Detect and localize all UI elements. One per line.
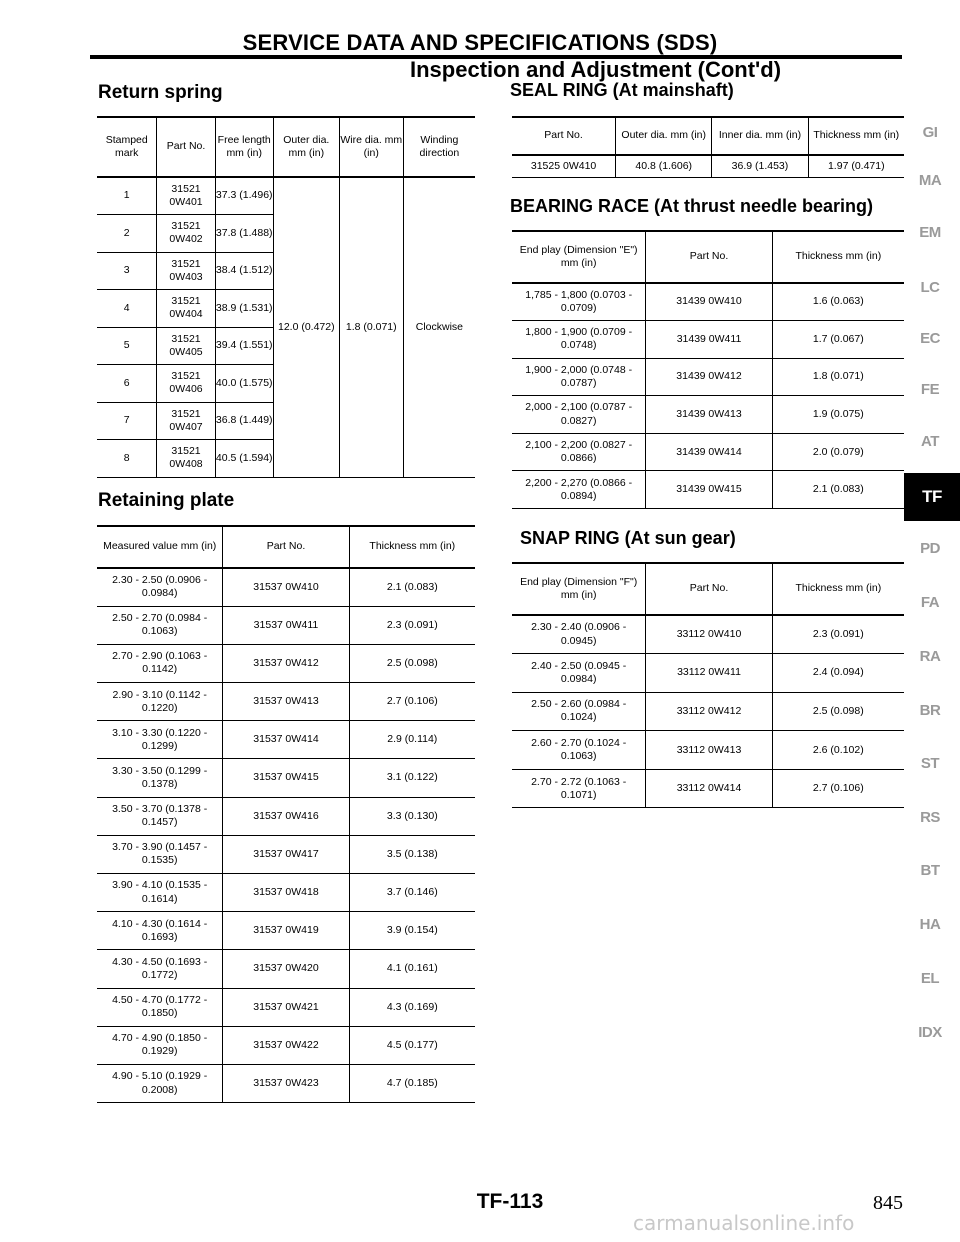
- section-tab-idx[interactable]: IDX: [918, 1024, 942, 1041]
- free-length-cell: 36.8 (1.449): [215, 402, 273, 440]
- part-no-cell: 31439 0W411: [646, 321, 772, 359]
- thickness-cell: 4.3 (0.169): [349, 988, 475, 1026]
- section-tab-br[interactable]: BR: [919, 702, 941, 719]
- free-length-cell: 40.5 (1.594): [215, 440, 273, 478]
- table-row: [97, 606, 475, 644]
- section-tab-ma[interactable]: MA: [918, 172, 942, 189]
- page-title: SERVICE DATA AND SPECIFICATIONS (SDS): [242, 30, 718, 55]
- measured-value-cell: 2.30 - 2.50 (0.0906 - 0.0984): [97, 568, 223, 606]
- measured-value-cell: 3.10 - 3.30 (0.1220 - 0.1299): [97, 721, 223, 759]
- free-length-cell: 39.4 (1.551): [215, 327, 273, 365]
- part-no-cell: 31537 0W411: [223, 606, 349, 644]
- part-no-cell: 31439 0W414: [646, 433, 772, 471]
- part-no-cell: 31521 0W401: [157, 177, 215, 215]
- thickness-cell: 2.5 (0.098): [772, 692, 904, 731]
- measured-value-cell: 3.70 - 3.90 (0.1457 - 0.1535): [97, 835, 223, 873]
- end-play-cell: 1,900 - 2,000 (0.0748 - 0.0787): [512, 358, 646, 396]
- section-tab-rs[interactable]: RS: [920, 809, 940, 826]
- page-number: 845: [873, 1192, 903, 1214]
- section-tab-ec[interactable]: EC: [920, 330, 940, 347]
- part-no-cell: 31521 0W402: [157, 215, 215, 253]
- free-length-cell: 37.8 (1.488): [215, 215, 273, 253]
- section-tab-at[interactable]: AT: [921, 433, 939, 450]
- section-tab-bt[interactable]: BT: [920, 862, 940, 879]
- part-no-cell: 31537 0W414: [223, 721, 349, 759]
- thickness-cell: 4.7 (0.185): [349, 1064, 475, 1102]
- table-row: [97, 759, 475, 797]
- section-tab-st[interactable]: ST: [920, 755, 940, 772]
- section-tab-lc[interactable]: LC: [920, 279, 940, 296]
- free-length-cell: 40.0 (1.575): [215, 365, 273, 403]
- wire-dia-cell: 1.8 (0.071): [339, 177, 403, 477]
- thickness-cell: 2.7 (0.106): [772, 769, 904, 808]
- col-thickness: Thickness mm (in): [772, 563, 904, 615]
- stamped-mark-cell: 3: [97, 252, 157, 290]
- stamped-mark-cell: 6: [97, 365, 157, 403]
- snap-ring-table: [512, 562, 904, 808]
- table-row: [512, 358, 904, 396]
- thickness-cell: 4.5 (0.177): [349, 1026, 475, 1064]
- table-row: [512, 615, 904, 654]
- end-play-cell: 2.70 - 2.72 (0.1063 - 0.1071): [512, 769, 646, 808]
- thickness-cell: 3.5 (0.138): [349, 835, 475, 873]
- section-tab-fa[interactable]: FA: [920, 594, 940, 611]
- thickness-cell: 2.6 (0.102): [772, 731, 904, 770]
- table-row: [97, 568, 475, 606]
- measured-value-cell: 2.70 - 2.90 (0.1063 - 0.1142): [97, 644, 223, 682]
- table-row: [512, 769, 904, 808]
- end-play-cell: 2.60 - 2.70 (0.1024 - 0.1063): [512, 731, 646, 770]
- stamped-mark-cell: 1: [97, 177, 157, 215]
- table-row: [512, 155, 904, 177]
- return-spring-table: [97, 116, 475, 478]
- table-row: [512, 731, 904, 770]
- table-row: [97, 721, 475, 759]
- thickness-cell: 1.97 (0.471): [808, 155, 904, 177]
- part-no-cell: 33112 0W410: [646, 615, 772, 654]
- stamped-mark-cell: 8: [97, 440, 157, 478]
- page-code: TF-113: [476, 1190, 544, 1213]
- table-row: [512, 654, 904, 693]
- thickness-cell: 2.1 (0.083): [349, 568, 475, 606]
- part-no-cell: 31521 0W408: [157, 440, 215, 478]
- table-row: [97, 835, 475, 873]
- measured-value-cell: 4.30 - 4.50 (0.1693 - 0.1772): [97, 950, 223, 988]
- section-tab-pd[interactable]: PD: [920, 540, 940, 557]
- thickness-cell: 4.1 (0.161): [349, 950, 475, 988]
- part-no-cell: 31537 0W413: [223, 683, 349, 721]
- part-no-cell: 31521 0W403: [157, 252, 215, 290]
- outer-dia-cell: 12.0 (0.472): [273, 177, 339, 477]
- part-no-cell: 31537 0W416: [223, 797, 349, 835]
- thickness-cell: 2.7 (0.106): [349, 683, 475, 721]
- part-no-cell: 31521 0W405: [157, 327, 215, 365]
- part-no-cell: 31537 0W420: [223, 950, 349, 988]
- col-inner-dia: Inner dia. mm (in): [712, 117, 808, 155]
- table-row: [512, 433, 904, 471]
- table-row: [97, 177, 475, 215]
- table-row: [97, 912, 475, 950]
- end-play-cell: 2,100 - 2,200 (0.0827 - 0.0866): [512, 433, 646, 471]
- part-no-cell: 31439 0W413: [646, 396, 772, 434]
- thickness-cell: 3.9 (0.154): [349, 912, 475, 950]
- table-row: [512, 283, 904, 321]
- measured-value-cell: 4.70 - 4.90 (0.1850 - 0.1929): [97, 1026, 223, 1064]
- section-tab-em[interactable]: EM: [919, 224, 941, 241]
- thickness-cell: 3.3 (0.130): [349, 797, 475, 835]
- measured-value-cell: 4.50 - 4.70 (0.1772 - 0.1850): [97, 988, 223, 1026]
- thickness-cell: 1.6 (0.063): [772, 283, 904, 321]
- col-part-no: Part No.: [646, 231, 772, 283]
- col-measured-value: Measured value mm (in): [97, 526, 223, 568]
- part-no-cell: 33112 0W413: [646, 731, 772, 770]
- free-length-cell: 38.4 (1.512): [215, 252, 273, 290]
- thickness-cell: 1.9 (0.075): [772, 396, 904, 434]
- seal-ring-table: [512, 116, 904, 178]
- col-outer-dia: Outer dia. mm (in): [616, 117, 712, 155]
- part-no-cell: 31521 0W406: [157, 365, 215, 403]
- thickness-cell: 1.8 (0.071): [772, 358, 904, 396]
- end-play-cell: 2.50 - 2.60 (0.0984 - 0.1024): [512, 692, 646, 731]
- table-row: [97, 1064, 475, 1102]
- thickness-cell: 1.7 (0.067): [772, 321, 904, 359]
- end-play-cell: 1,800 - 1,900 (0.0709 - 0.0748): [512, 321, 646, 359]
- part-no-cell: 33112 0W414: [646, 769, 772, 808]
- measured-value-cell: 3.90 - 4.10 (0.1535 - 0.1614): [97, 874, 223, 912]
- part-no-cell: 31439 0W415: [646, 471, 772, 509]
- end-play-cell: 2,000 - 2,100 (0.0787 - 0.0827): [512, 396, 646, 434]
- col-part-no: Part No.: [512, 117, 616, 155]
- col-end-play: End play (Dimension "F") mm (in): [512, 563, 646, 615]
- section-tab-ha[interactable]: HA: [919, 916, 941, 933]
- section-tab-gi[interactable]: GI: [922, 124, 938, 141]
- end-play-cell: 2,200 - 2,270 (0.0866 - 0.0894): [512, 471, 646, 509]
- bearing-race-heading: BEARING RACE (At thrust needle bearing): [510, 196, 874, 216]
- col-winding-direction: Winding direction: [403, 117, 475, 177]
- part-no-cell: 33112 0W411: [646, 654, 772, 693]
- col-outer-dia: Outer dia. mm (in): [273, 117, 339, 177]
- outer-dia-cell: 40.8 (1.606): [616, 155, 712, 177]
- table-row: [97, 683, 475, 721]
- table-row: [97, 874, 475, 912]
- end-play-cell: 1,785 - 1,800 (0.0703 - 0.0709): [512, 283, 646, 321]
- part-no-cell: 31537 0W412: [223, 644, 349, 682]
- part-no-cell: 31537 0W417: [223, 835, 349, 873]
- table-row: [97, 950, 475, 988]
- stamped-mark-cell: 4: [97, 290, 157, 328]
- thickness-cell: 2.4 (0.094): [772, 654, 904, 693]
- part-no-cell: 33112 0W412: [646, 692, 772, 731]
- thickness-cell: 2.3 (0.091): [772, 615, 904, 654]
- thickness-cell: 2.0 (0.079): [772, 433, 904, 471]
- part-no-cell: 31537 0W422: [223, 1026, 349, 1064]
- page-subtitle: Inspection and Adjustment (Cont'd): [410, 57, 782, 82]
- bearing-race-table: [512, 230, 904, 509]
- end-play-cell: 2.30 - 2.40 (0.0906 - 0.0945): [512, 615, 646, 654]
- free-length-cell: 38.9 (1.531): [215, 290, 273, 328]
- stamped-mark-cell: 7: [97, 402, 157, 440]
- part-no-cell: 31439 0W410: [646, 283, 772, 321]
- table-row: [512, 321, 904, 359]
- measured-value-cell: 2.90 - 3.10 (0.1142 - 0.1220): [97, 683, 223, 721]
- table-row: [97, 988, 475, 1026]
- part-no-cell: 31521 0W404: [157, 290, 215, 328]
- section-tab-fe[interactable]: FE: [920, 381, 940, 398]
- part-no-cell: 31537 0W423: [223, 1064, 349, 1102]
- thickness-cell: 2.1 (0.083): [772, 471, 904, 509]
- measured-value-cell: 3.50 - 3.70 (0.1378 - 0.1457): [97, 797, 223, 835]
- part-no-cell: 31521 0W407: [157, 402, 215, 440]
- table-row: [512, 692, 904, 731]
- stamped-mark-cell: 5: [97, 327, 157, 365]
- part-no-cell: 31537 0W419: [223, 912, 349, 950]
- measured-value-cell: 4.90 - 5.10 (0.1929 - 0.2008): [97, 1064, 223, 1102]
- col-thickness: Thickness mm (in): [808, 117, 904, 155]
- winding-direction-cell: Clockwise: [403, 177, 475, 477]
- col-thickness: Thickness mm (in): [772, 231, 904, 283]
- section-tab-tf[interactable]: TF: [904, 473, 960, 521]
- thickness-cell: 3.1 (0.122): [349, 759, 475, 797]
- retaining-plate-table: [97, 525, 475, 1103]
- table-row: [512, 396, 904, 434]
- col-part-no: Part No.: [223, 526, 349, 568]
- part-no-cell: 31525 0W410: [512, 155, 616, 177]
- part-no-cell: 31537 0W410: [223, 568, 349, 606]
- end-play-cell: 2.40 - 2.50 (0.0945 - 0.0984): [512, 654, 646, 693]
- stamped-mark-cell: 2: [97, 215, 157, 253]
- part-no-cell: 31537 0W415: [223, 759, 349, 797]
- part-no-cell: 31537 0W421: [223, 988, 349, 1026]
- thickness-cell: 2.3 (0.091): [349, 606, 475, 644]
- table-row: [97, 797, 475, 835]
- col-end-play: End play (Dimension "E") mm (in): [512, 231, 646, 283]
- inner-dia-cell: 36.9 (1.453): [712, 155, 808, 177]
- section-tab-el[interactable]: EL: [920, 970, 940, 987]
- col-free-length: Free length mm (in): [215, 117, 273, 177]
- thickness-cell: 2.5 (0.098): [349, 644, 475, 682]
- col-stamped-mark: Stamped mark: [97, 117, 157, 177]
- measured-value-cell: 3.30 - 3.50 (0.1299 - 0.1378): [97, 759, 223, 797]
- col-thickness: Thickness mm (in): [349, 526, 475, 568]
- part-no-cell: 31439 0W412: [646, 358, 772, 396]
- col-part-no: Part No.: [646, 563, 772, 615]
- section-tab-ra[interactable]: RA: [919, 648, 941, 665]
- seal-ring-heading: SEAL RING (At mainshaft): [510, 80, 734, 100]
- measured-value-cell: 4.10 - 4.30 (0.1614 - 0.1693): [97, 912, 223, 950]
- table-row: [97, 1026, 475, 1064]
- thickness-cell: 2.9 (0.114): [349, 721, 475, 759]
- col-part-no: Part No.: [157, 117, 215, 177]
- site-watermark: carmanualsonline.info: [633, 1211, 855, 1235]
- table-row: [97, 644, 475, 682]
- snap-ring-heading: SNAP RING (At sun gear): [520, 528, 736, 548]
- part-no-cell: 31537 0W418: [223, 874, 349, 912]
- free-length-cell: 37.3 (1.496): [215, 177, 273, 215]
- return-spring-heading: Return spring: [98, 82, 223, 103]
- retaining-plate-heading: Retaining plate: [98, 490, 235, 511]
- thickness-cell: 3.7 (0.146): [349, 874, 475, 912]
- table-row: [512, 471, 904, 509]
- measured-value-cell: 2.50 - 2.70 (0.0984 - 0.1063): [97, 606, 223, 644]
- col-wire-dia: Wire dia. mm (in): [339, 117, 403, 177]
